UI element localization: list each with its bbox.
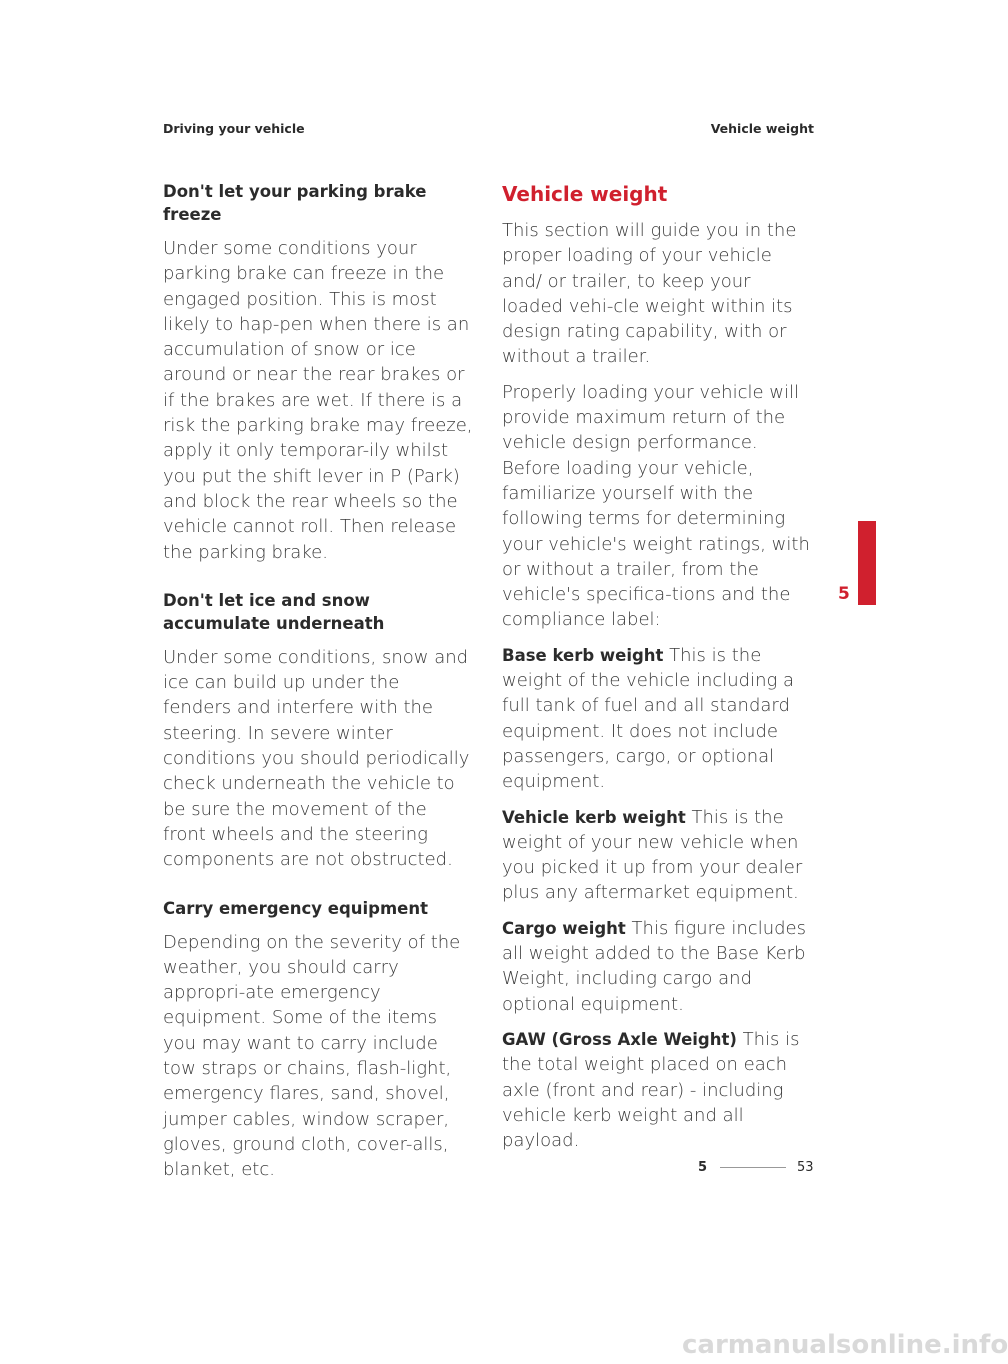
desc-vehicle-kerb-weight: This is the weight of your new vehicle when you picked it up from your dealer plus any aftermarket equipment.	[502, 806, 803, 904]
paragraph-loading: Properly loading your vehicle will provide maximum return of the vehicle design performance. Before loading your vehicle, familiarize yourself with the following terms for determining your vehicle's weight ratings, with or without a trailer, from the vehicle's specifica-tions and the compliance label:	[502, 381, 810, 631]
definition-cargo-weight	[502, 916, 812, 1017]
chapter-tab	[858, 521, 876, 605]
running-header-topic: Vehicle weight	[710, 121, 814, 136]
term-base-kerb-weight: Base kerb weight	[502, 645, 664, 665]
chapter-tab-number: 5	[838, 584, 850, 604]
term-gaw: GAW (Gross Axle Weight)	[502, 1029, 737, 1049]
definition-gaw	[502, 1027, 812, 1153]
definition-base-kerb-weight	[502, 643, 812, 795]
section-title: Vehicle weight	[502, 182, 668, 206]
heading-emergency-equipment: Carry emergency equipment	[163, 898, 428, 918]
footer-divider	[720, 1167, 786, 1168]
footer-page-number: 53	[797, 1160, 814, 1175]
right-column	[502, 180, 812, 1163]
definition-vehicle-kerb-weight	[502, 805, 812, 906]
heading-ice-snow: Don't let ice and snow accumulate underneath	[163, 590, 385, 633]
desc-base-kerb-weight: This is the weight of the vehicle including a full tank of fuel and all standard equipment. It does not include passengers, cargo, or optional equipment.	[502, 644, 795, 793]
left-column	[163, 180, 473, 1193]
paragraph-emergency-equipment: Depending on the severity of the weather, you should carry appropri-ate emergency equipment. Some of the items you may want to carry include tow straps or chains, flash-light, emergency flares, sand, shovel, jumper cables, window scraper, gloves, ground cloth, cover-alls, blanket, etc.	[163, 931, 461, 1181]
running-header-section: Driving your vehicle	[163, 121, 305, 136]
term-vehicle-kerb-weight: Vehicle kerb weight	[502, 807, 686, 827]
desc-cargo-weight: This figure includes all weight added to the Base Kerb Weight, including cargo and optional equipment.	[502, 917, 806, 1015]
paragraph-intro: This section will guide you in the proper loading of your vehicle and/ or trailer, to keep your loaded vehi-cle weight within its design rating capability, with or without a trailer.	[502, 220, 797, 368]
footer-chapter-number: 5	[698, 1160, 708, 1175]
paragraph-parking-brake: Under some conditions your parking brake can freeze in the engaged position. This is most likely to hap-pen when there is an accumulation of snow or ice around or near the rear brakes or if the brakes are wet. If there is a risk the parking brake may freeze, apply it only temporar-ily whilst you put the shift lever in P (Park) and block the rear wheels so the vehicle cannot roll. Then release the parking brake.	[163, 238, 473, 563]
watermark: carmanualsonline.info	[682, 1330, 1008, 1360]
desc-gaw: This is the total weight placed on each axle (front and rear) - including vehicle kerb weight and all payload.	[502, 1028, 800, 1152]
heading-parking-brake: Don't let your parking brake freeze	[163, 182, 427, 224]
term-cargo-weight: Cargo weight	[502, 918, 626, 938]
paragraph-ice-snow: Under some conditions, snow and ice can build up under the fenders and interfere with the steering. In severe winter conditions you should periodically check underneath the vehicle to be sure the movement of the front wheels and the steering components are not obstructed.	[163, 646, 470, 871]
